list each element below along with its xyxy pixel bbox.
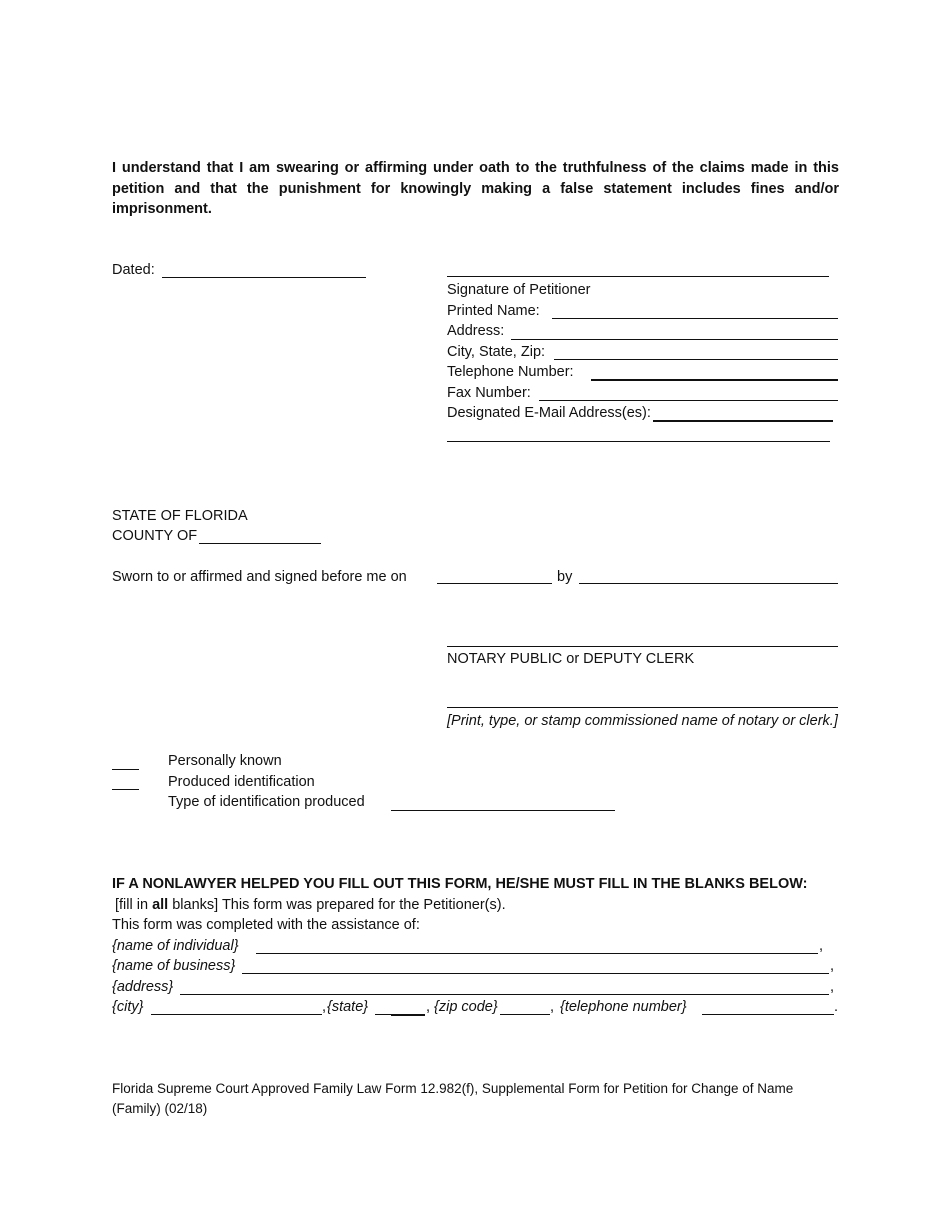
- city-field[interactable]: [151, 1014, 322, 1015]
- comma: ,: [830, 979, 835, 995]
- id-type-label: Type of identification produced: [168, 794, 365, 810]
- state-label: {state}: [327, 999, 369, 1015]
- signature-of-petitioner-label: Signature of Petitioner: [447, 282, 591, 298]
- fill-bold: all: [152, 897, 169, 913]
- personally-known-checkbox[interactable]: [112, 769, 139, 770]
- telephone-label: Telephone Number:: [447, 364, 574, 380]
- zip-code-field[interactable]: [500, 1014, 550, 1015]
- telephone-field[interactable]: [591, 379, 838, 381]
- fax-field[interactable]: [539, 400, 838, 401]
- comma: ,: [550, 999, 555, 1015]
- petitioner-signature-line[interactable]: [447, 276, 829, 277]
- oath-statement: I understand that I am swearing or affirming under oath to the truthfulness of the claims made in this petition and that the punishment for knowingly making a false statement includes fines and/or imprisonment.: [112, 160, 839, 217]
- address-field[interactable]: [511, 339, 838, 340]
- email-label: Designated E-Mail Address(es):: [447, 405, 651, 421]
- county-field[interactable]: [199, 543, 321, 544]
- id-type-field[interactable]: [391, 810, 615, 811]
- produced-identification-label: Produced identification: [168, 774, 315, 790]
- nonlawyer-address-field[interactable]: [180, 994, 829, 995]
- email-field-second-line[interactable]: [447, 441, 830, 442]
- telephone-number-field[interactable]: [702, 1014, 834, 1015]
- notary-name-instruction: [Print, type, or stamp commissioned name of notary or clerk.]: [447, 713, 838, 729]
- form-footer: Florida Supreme Court Approved Family Law Form 12.982(f), Supplemental Form for Petition for Change of Name (Family) (02/18): [112, 1081, 794, 1116]
- notary-public-label: NOTARY PUBLIC or DEPUTY CLERK: [447, 651, 695, 667]
- completed-with-label: This form was completed with the assistance of:: [112, 917, 420, 933]
- comma: ,: [426, 999, 431, 1015]
- zip-code-label: {zip code}: [434, 999, 498, 1015]
- telephone-number-label: {telephone number}: [560, 999, 687, 1015]
- fill-suffix: blanks] This form was prepared for the Petitioner(s).: [168, 897, 506, 913]
- comma: ,: [830, 958, 835, 974]
- sworn-date-field[interactable]: [437, 583, 552, 584]
- city-state-zip-field[interactable]: [554, 359, 838, 360]
- comma: ,: [322, 999, 327, 1015]
- address-label: {address}: [112, 979, 174, 995]
- state-of-florida-label: STATE OF FLORIDA: [112, 508, 248, 524]
- printed-name-field[interactable]: [552, 318, 838, 319]
- personally-known-label: Personally known: [168, 753, 282, 769]
- name-of-business-field[interactable]: [242, 973, 829, 974]
- fax-label: Fax Number:: [447, 385, 531, 401]
- notary-name-line[interactable]: [447, 707, 838, 708]
- dated-label: Dated:: [112, 262, 155, 278]
- by-label: by: [557, 569, 573, 585]
- comma: ,: [819, 938, 824, 954]
- produced-identification-checkbox[interactable]: [112, 789, 139, 790]
- sworn-by-field[interactable]: [579, 583, 838, 584]
- name-of-individual-label: {name of individual}: [112, 938, 239, 954]
- email-field[interactable]: [653, 420, 833, 422]
- fill-in-instruction: [115, 895, 506, 915]
- nonlawyer-heading: IF A NONLAWYER HELPED YOU FILL OUT THIS FORM, HE/SHE MUST FILL IN THE BLANKS BELOW:: [112, 876, 808, 892]
- county-of-label: COUNTY OF: [112, 528, 198, 544]
- name-of-business-label: {name of business}: [112, 958, 236, 974]
- name-of-individual-field[interactable]: [256, 953, 818, 954]
- notary-signature-line[interactable]: [447, 646, 838, 647]
- printed-name-label: Printed Name:: [447, 303, 540, 319]
- sworn-label: Sworn to or affirmed and signed before me on: [112, 569, 407, 585]
- city-state-zip-label: City, State, Zip:: [447, 344, 546, 360]
- city-label: {city}: [112, 999, 144, 1015]
- fill-prefix: [fill in: [115, 897, 153, 913]
- state-field-filled: [391, 1014, 425, 1016]
- dated-field[interactable]: [162, 277, 366, 278]
- address-label: Address:: [447, 323, 505, 339]
- period: .: [834, 999, 839, 1015]
